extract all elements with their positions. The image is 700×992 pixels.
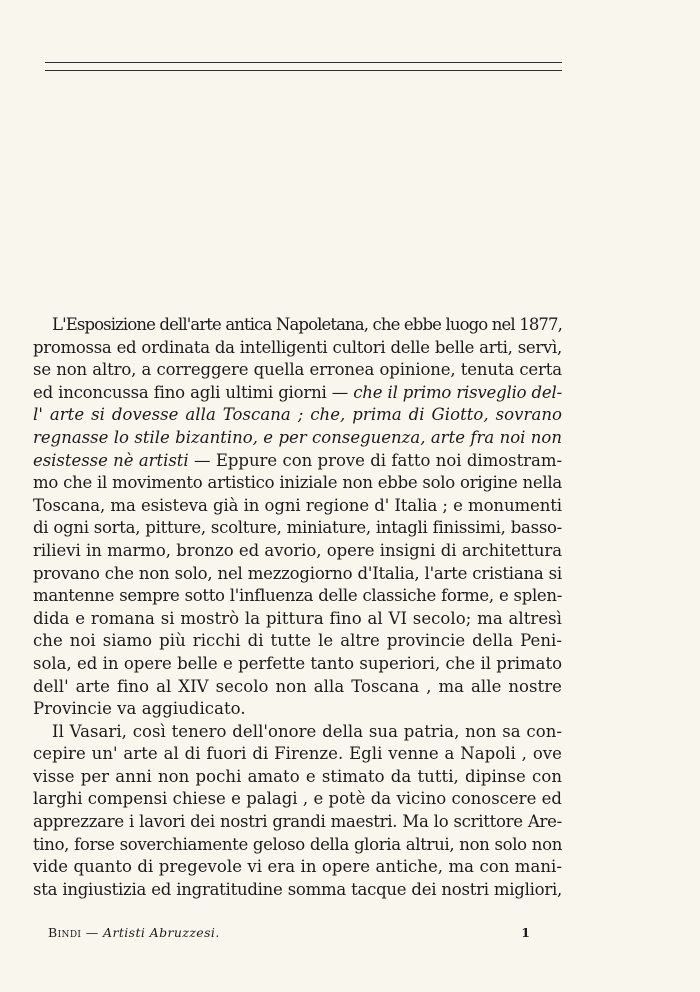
- text-line: [33, 517, 562, 540]
- text-segment: dida e romana si mostrò la pittura fino al VI secolo; ma altresì: [33, 608, 562, 628]
- text-segment: mantenne sempre sotto l'influenza delle classiche forme, e splen-: [33, 586, 562, 606]
- italic-text-segment: esistesse nè artisti: [33, 450, 189, 470]
- text-segment: — Eppure con prove di fatto noi dimostram-: [188, 450, 563, 470]
- text-line: [33, 788, 562, 811]
- text-line: [33, 653, 562, 676]
- text-line: [33, 811, 562, 834]
- text-line: [33, 879, 562, 902]
- text-line: [33, 630, 562, 653]
- text-segment: L'Esposizione dell'arte antica Napoletana, che ebbe luogo nel 1877,: [52, 315, 562, 334]
- text-line: [33, 404, 562, 427]
- printer-signature: [48, 925, 220, 940]
- text-line: [33, 856, 562, 879]
- text-segment: mo che il movimento artistico iniziale non ebbe solo origine nella: [33, 473, 562, 493]
- signature-title: Artisti Abruzzesi.: [103, 925, 220, 940]
- text-segment: rilievi in marmo, bronzo ed avorio, opere insigni di architettura: [33, 540, 562, 560]
- text-line: [33, 563, 562, 586]
- text-line: [33, 314, 562, 337]
- text-segment: ed inconcussa fino agli ultimi giorni —: [33, 382, 354, 402]
- paragraph: [33, 721, 562, 902]
- text-segment: Toscana, ma esisteva già in ogni regione d' Italia ; e monumenti: [33, 495, 562, 515]
- text-segment: dell' arte fino al XIV secolo non alla Toscana , ma alle nostre: [33, 676, 562, 696]
- signature-separator: —: [81, 925, 104, 940]
- text-segment: Il Vasari, così tenero dell'onore della sua patria, non sa con-: [52, 721, 562, 741]
- text-line: [33, 427, 562, 450]
- text-line: [33, 585, 562, 608]
- text-segment: sta ingiustizia ed ingratitudine somma tacque dei nostri migliori,: [33, 879, 562, 899]
- text-segment: larghi compensi chiese e palagi , e potè da vicino conoscere ed: [33, 789, 562, 809]
- text-segment: visse per anni non pochi amato e stimato da tutti, dipinse con: [33, 766, 562, 786]
- signature-author: Bindi: [48, 925, 82, 940]
- text-line: [33, 608, 562, 631]
- italic-text-segment: l' arte si dovesse alla Toscana ; che, prima di Giotto, sovrano: [33, 405, 562, 425]
- text-segment: tino, forse soverchiamente geloso della gloria altrui, non solo non: [33, 834, 562, 854]
- text-line: [33, 743, 562, 766]
- text-line: [33, 676, 562, 699]
- italic-text-segment: che il primo risveglio del-: [353, 382, 562, 402]
- text-line: [33, 698, 562, 721]
- text-segment: apprezzare i lavori dei nostri grandi maestri. Ma lo scrittore Are-: [33, 812, 562, 832]
- page-footer: [48, 925, 530, 945]
- text-line: [33, 766, 562, 789]
- text-line: [33, 540, 562, 563]
- body-text: [33, 314, 562, 901]
- text-line: [33, 495, 562, 518]
- italic-text-segment: regnasse lo stile bizantino, e per conseguenza, arte fra noi non: [33, 427, 562, 447]
- text-segment: cepire un' arte al di fuori di Firenze. Egli venne a Napoli , ove: [33, 744, 562, 764]
- text-segment: promossa ed ordinata da intelligenti cultori delle belle arti, servì,: [33, 337, 562, 357]
- header-rule-bottom: [45, 70, 562, 71]
- text-line: [33, 382, 562, 405]
- text-segment: che noi siamo più ricchi di tutte le altre provincie della Peni-: [33, 631, 562, 651]
- text-line: [33, 359, 562, 382]
- text-segment: sola, ed in opere belle e perfette tanto superiori, che il primato: [33, 653, 562, 673]
- text-line: [33, 834, 562, 857]
- text-line: [33, 450, 562, 473]
- text-line: [33, 472, 562, 495]
- text-line: [33, 337, 562, 360]
- text-segment: Provincie va aggiudicato.: [33, 699, 246, 719]
- text-segment: vide quanto di pregevole vi era in opere antiche, ma con mani-: [33, 857, 562, 877]
- text-segment: se non altro, a correggere quella erronea opinione, tenuta certa: [33, 360, 562, 380]
- paragraph: [33, 314, 562, 721]
- sheet-number: 1: [521, 925, 530, 940]
- header-rule-top: [45, 62, 562, 63]
- text-line: [33, 721, 562, 744]
- text-segment: di ogni sorta, pitture, scolture, miniature, intagli finissimi, basso-: [33, 518, 562, 538]
- text-segment: provano che non solo, nel mezzogiorno d'Italia, l'arte cristiana si: [33, 563, 562, 583]
